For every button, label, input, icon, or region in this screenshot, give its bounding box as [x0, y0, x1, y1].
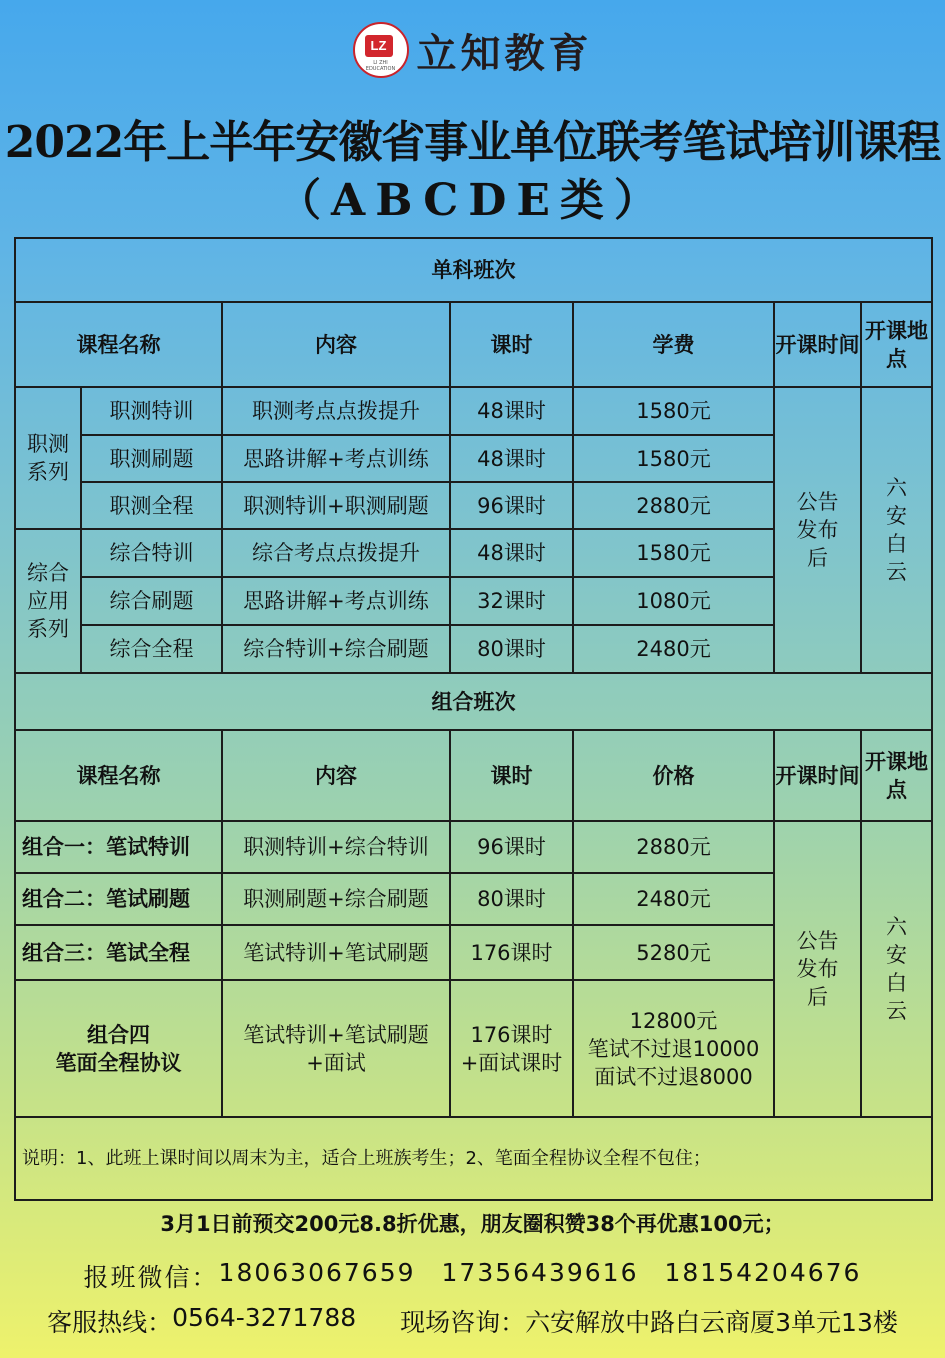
col-header-hours: 课时 [450, 730, 573, 821]
single-section-title: 单科班次 [15, 238, 932, 302]
col-header-name: 课程名称 [15, 302, 222, 387]
course-name: 综合特训 [81, 529, 222, 577]
combo-name [15, 980, 222, 1117]
wechat-line [0, 1258, 945, 1294]
combo-price-line: 12800元 [629, 1008, 718, 1033]
combo-name: 组合二：笔试刷题 [15, 873, 222, 925]
single-section-row [15, 238, 932, 302]
course-fee: 1080元 [573, 577, 774, 625]
combo-location: 六安白云 [861, 821, 932, 1117]
group-label: 综合应用系列 [15, 529, 81, 673]
combo-hours: 80课时 [450, 873, 573, 925]
combo-name: 组合一：笔试特训 [15, 821, 222, 873]
combo-content: 职测特训+综合特训 [222, 821, 450, 873]
table-row [15, 821, 932, 873]
combo-price-line: 笔试不过退10000 [587, 1036, 760, 1061]
combo-hours-line: 176课时 [470, 1022, 553, 1047]
group-label: 职测系列 [15, 387, 81, 529]
combo-section-row [15, 673, 932, 730]
col-header-content: 内容 [222, 302, 450, 387]
col-header-name: 课程名称 [15, 730, 222, 821]
note-row [15, 1117, 932, 1200]
course-content: 职测特训+职测刷题 [222, 482, 450, 529]
course-fee: 2480元 [573, 625, 774, 673]
combo-start-time: 公告发布后 [774, 821, 861, 1117]
table-row [15, 387, 932, 435]
brand-logo-text: LZ [365, 35, 393, 57]
page-title: 2022年上半年安徽省事业单位联考笔试培训课程 [4, 117, 941, 168]
combo-hours [450, 980, 573, 1117]
wechat-number: 17356439616 [441, 1258, 639, 1287]
course-content: 职测考点点拨提升 [222, 387, 450, 435]
course-hours: 96课时 [450, 482, 573, 529]
course-content: 思路讲解+考点训练 [222, 435, 450, 482]
course-fee: 1580元 [573, 387, 774, 435]
address-label: 现场咨询： [400, 1308, 526, 1337]
combo-name: 组合三：笔试全程 [15, 925, 222, 980]
course-hours: 48课时 [450, 435, 573, 482]
combo-name-line: 组合四 [87, 1022, 150, 1047]
col-header-content: 内容 [222, 730, 450, 821]
address-text: 六安解放中路白云商厦3单元13楼 [525, 1308, 898, 1337]
col-header-price: 价格 [573, 730, 774, 821]
page-subtitle: （ABCDE类） [277, 175, 668, 226]
combo-price-line: 面试不过退8000 [594, 1064, 753, 1089]
course-name: 综合刷题 [81, 577, 222, 625]
col-header-place: 开课地点 [861, 730, 932, 821]
promo-text: 3月1日前预交200元8.8折优惠，朋友圈积赞38个再优惠100元； [160, 1212, 785, 1236]
course-content: 综合特训+综合刷题 [222, 625, 450, 673]
wechat-number: 18154204676 [664, 1258, 862, 1287]
hotline-label: 客服热线： [47, 1308, 173, 1337]
combo-name-line: 笔面全程协议 [55, 1050, 182, 1075]
note-text: 说明：1、此班上课时间以周末为主，适合上班族考生；2、笔面全程协议全程不包住； [15, 1117, 932, 1200]
course-content: 综合考点点拨提升 [222, 529, 450, 577]
combo-price [573, 980, 774, 1117]
brand-header [0, 22, 945, 78]
course-name: 职测全程 [81, 482, 222, 529]
col-header-hours: 课时 [450, 302, 573, 387]
course-name: 综合全程 [81, 625, 222, 673]
course-content: 思路讲解+考点训练 [222, 577, 450, 625]
col-header-place: 开课地点 [861, 302, 932, 387]
combo-content: 职测刷题+综合刷题 [222, 873, 450, 925]
col-header-fee: 学费 [573, 302, 774, 387]
brand-logo-icon: LZ LI ZHI EDUCATION [353, 22, 409, 78]
course-hours: 80课时 [450, 625, 573, 673]
combo-hours: 96课时 [450, 821, 573, 873]
col-header-time: 开课时间 [774, 302, 861, 387]
combo-section-title: 组合班次 [15, 673, 932, 730]
course-fee: 1580元 [573, 435, 774, 482]
combo-price: 5280元 [573, 925, 774, 980]
combo-content [222, 980, 450, 1117]
hotline-line [0, 1303, 945, 1339]
course-name: 职测特训 [81, 387, 222, 435]
course-hours: 32课时 [450, 577, 573, 625]
combo-hours: 176课时 [450, 925, 573, 980]
brand-name: 立知教育 [416, 29, 593, 77]
combo-hours-line: +面试课时 [460, 1050, 563, 1075]
course-hours: 48课时 [450, 529, 573, 577]
combo-price: 2880元 [573, 821, 774, 873]
course-hours: 48课时 [450, 387, 573, 435]
course-fee: 2880元 [573, 482, 774, 529]
course-table [14, 237, 933, 1201]
hotline-number: 0564-3271788 [172, 1303, 357, 1332]
combo-price: 2480元 [573, 873, 774, 925]
combo-content-line: 笔试特训+笔试刷题 [243, 1022, 429, 1047]
single-location: 六安白云 [861, 387, 932, 673]
col-header-time: 开课时间 [774, 730, 861, 821]
course-fee: 1580元 [573, 529, 774, 577]
single-header-row [15, 302, 932, 387]
wechat-label: 报班微信： [83, 1263, 219, 1292]
combo-content-line: +面试 [306, 1050, 366, 1075]
combo-content: 笔试特训+笔试刷题 [222, 925, 450, 980]
wechat-number: 18063067659 [218, 1258, 416, 1287]
single-start-time: 公告发布后 [774, 387, 861, 673]
combo-header-row [15, 730, 932, 821]
course-name: 职测刷题 [81, 435, 222, 482]
